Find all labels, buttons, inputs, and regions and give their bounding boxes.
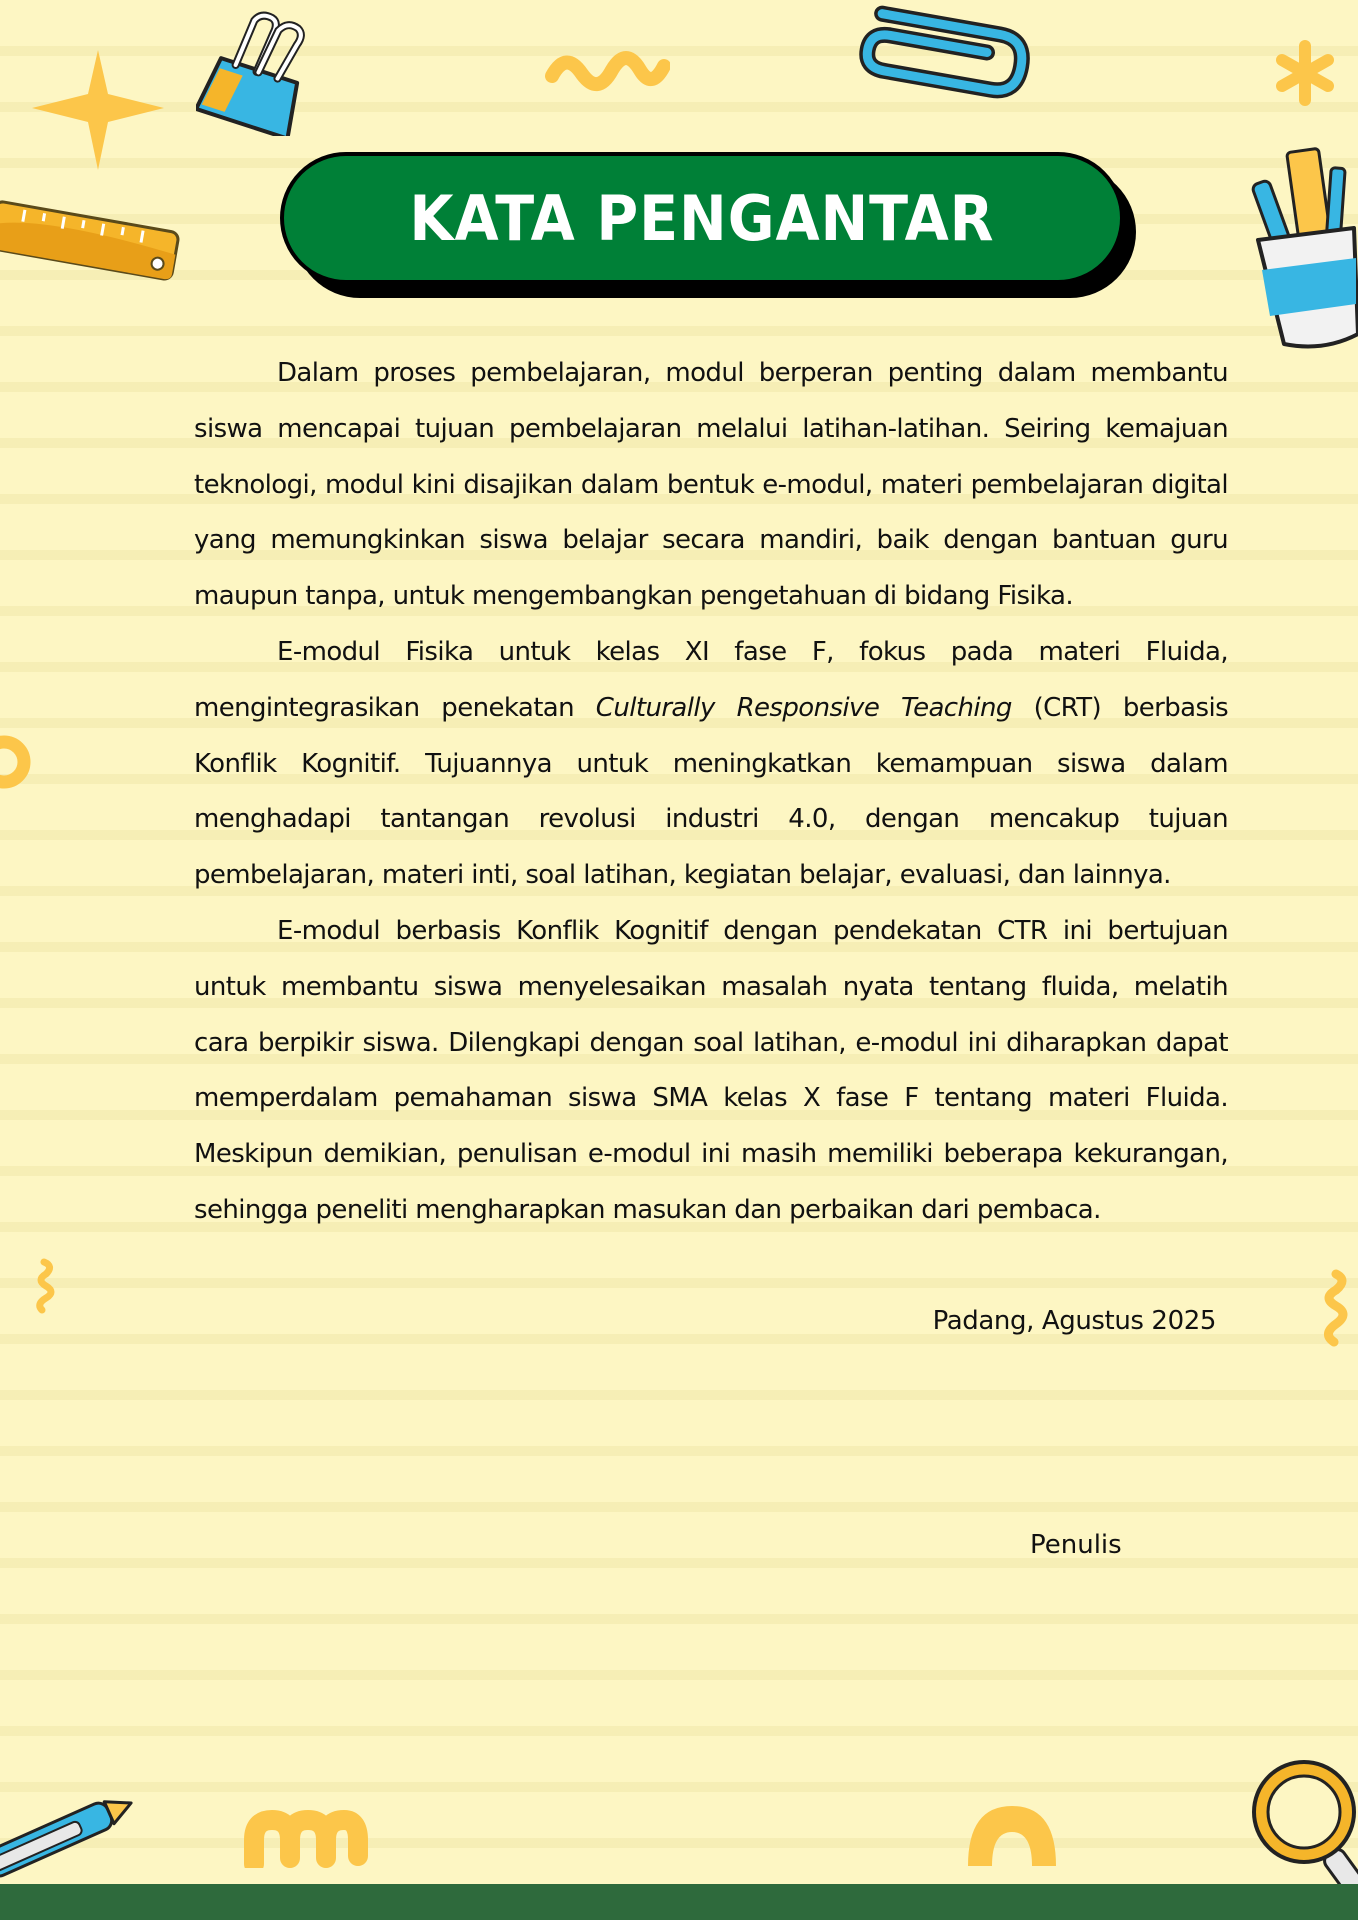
- paragraph-text: E-modul Fisika untuk kelas XI fase F, fokus pada materi Fluida, mengintegrasikan penekatan: [194, 636, 1228, 723]
- squiggle-icon: [242, 1808, 368, 1868]
- paragraph: Dalam proses pembelajaran, modul berperan penting dalam membantu siswa mencapai tujuan pembelajaran melalui latihan-latihan. Seiring kemajuan teknologi, modul kini disajikan dalam bentuk e-modul, materi pembelajaran digital yang memungkinkan siswa belajar secara mandiri, baik dengan bantuan guru maupun tanpa, untuk mengembangkan pengetahuan di bidang Fisika.: [194, 358, 1228, 612]
- body-text: [194, 346, 1228, 1239]
- asterisk-icon: [1274, 40, 1336, 106]
- squiggle-icon: [544, 46, 670, 96]
- page-title: KATA PENGANTAR: [409, 181, 995, 255]
- paragraph: E-modul berbasis Konflik Kognitif dengan pendekatan CTR ini bertujuan untuk membantu siswa menyelesaikan masalah nyata tentang fluida, melatih cara berpikir siswa. Dilengkapi dengan soal latihan, e-modul ini diharapkan dapat memperdalam pemahaman siswa SMA kelas X fase F tentang materi Fluida. Meskipun demikian, penulisan e-modul ini masih memiliki beberapa kekurangan, sehingga peneliti mengharapkan masukan dan perbaikan dari pembaca.: [194, 915, 1228, 1225]
- binder-clip-icon: [196, 10, 316, 136]
- magnifier-icon: [1246, 1756, 1358, 1890]
- pencil-cup-icon: [1244, 144, 1358, 350]
- spiral-icon: [28, 1258, 60, 1314]
- paragraph-text: (CRT) berbasis Konflik Kognitif. Tujuannya untuk meningkatkan kemampuan siswa dalam menghadapi tantangan revolusi industri 4.0, dengan mencakup tujuan pembelajaran, materi inti, soal latihan, kegiatan belajar, evaluasi, dan lainnya.: [194, 692, 1229, 891]
- title-banner: [280, 152, 1136, 298]
- paragraph-emphasis: Culturally Responsive Teaching: [595, 692, 1012, 723]
- title-pill: [280, 152, 1124, 284]
- place-date: Padang, Agustus 2025: [932, 1306, 1216, 1336]
- star-icon: [28, 48, 168, 172]
- arch-icon: [964, 1802, 1060, 1866]
- paperclip-icon: [836, 2, 1040, 106]
- pen-icon: [0, 1778, 140, 1878]
- ruler-icon: [0, 194, 184, 294]
- spiral-icon: [1312, 1268, 1352, 1348]
- footer-bar: [0, 1884, 1358, 1920]
- author-signature: Penulis: [1030, 1530, 1122, 1560]
- paragraph: [194, 625, 1228, 904]
- ring-icon: [0, 730, 40, 794]
